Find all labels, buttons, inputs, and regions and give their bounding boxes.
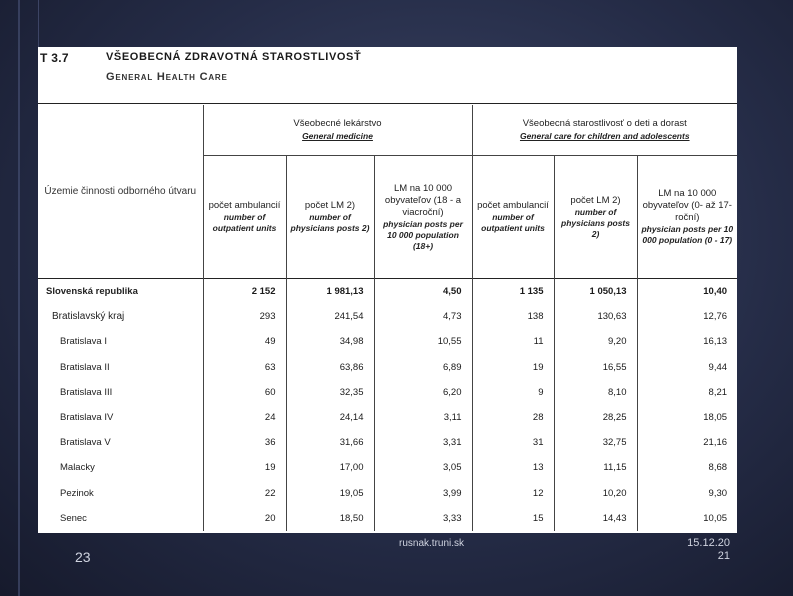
row-territory: Bratislavský kraj bbox=[52, 311, 125, 323]
cell-c1: 2 152 bbox=[203, 279, 286, 304]
cell-c1: 60 bbox=[203, 380, 286, 405]
table-row bbox=[38, 405, 737, 430]
cell-c4: 31 bbox=[472, 430, 554, 455]
footer-date-line1: 15.12.20 bbox=[687, 537, 730, 549]
cell-c1: 293 bbox=[203, 304, 286, 329]
group2-en: General care for children and adolescents bbox=[519, 131, 690, 141]
cell-c1: 49 bbox=[203, 329, 286, 354]
cell-c3: 3,99 bbox=[374, 481, 472, 506]
slide-decor-corner bbox=[20, 0, 39, 50]
cell-c2: 24,14 bbox=[286, 405, 374, 430]
cell-c2: 18,50 bbox=[286, 506, 374, 531]
cell-c6: 8,68 bbox=[637, 455, 737, 480]
cell-c2: 34,98 bbox=[286, 329, 374, 354]
cell-c2: 241,54 bbox=[286, 304, 374, 329]
cell-c3: 3,31 bbox=[374, 430, 472, 455]
table-header bbox=[38, 47, 737, 105]
cell-c2: 1 981,13 bbox=[286, 279, 374, 304]
cell-c4: 28 bbox=[472, 405, 554, 430]
table-row bbox=[38, 329, 737, 354]
cell-c5: 1 050,13 bbox=[554, 279, 637, 304]
cell-c4: 13 bbox=[472, 455, 554, 480]
cell-c6: 10,40 bbox=[637, 279, 737, 304]
cell-c6: 9,44 bbox=[637, 355, 737, 380]
table-row bbox=[38, 481, 737, 506]
table-row bbox=[38, 355, 737, 380]
row-territory: Senec bbox=[60, 512, 87, 524]
cell-c3: 10,55 bbox=[374, 329, 472, 354]
cell-c4: 1 135 bbox=[472, 279, 554, 304]
row-territory: Pezinok bbox=[60, 487, 94, 499]
cell-c2: 31,66 bbox=[286, 430, 374, 455]
col-header-2: počet LM 2) number of physicians posts 2) bbox=[286, 156, 374, 279]
group1-en: General medicine bbox=[302, 131, 373, 141]
cell-c6: 16,13 bbox=[637, 329, 737, 354]
cell-c5: 8,10 bbox=[554, 380, 637, 405]
slide-page-number: 23 bbox=[75, 549, 91, 565]
health-care-table bbox=[38, 105, 737, 531]
cell-c4: 11 bbox=[472, 329, 554, 354]
col-header-6: LM na 10 000 obyvateľov (0- až 17-roční) physician posts per 10 000 population (0 - 17) bbox=[637, 156, 737, 279]
cell-c1: 19 bbox=[203, 455, 286, 480]
col-header-1: počet ambulancií number of outpatient units bbox=[203, 156, 286, 279]
cell-c6: 12,76 bbox=[637, 304, 737, 329]
row-territory: Slovenská republika bbox=[46, 286, 138, 298]
cell-c1: 63 bbox=[203, 355, 286, 380]
cell-c4: 12 bbox=[472, 481, 554, 506]
footer-url: rusnak.truni.sk bbox=[399, 538, 465, 549]
table-row bbox=[38, 455, 737, 480]
col-header-4: počet ambulancií number of outpatient units bbox=[472, 156, 554, 279]
cell-c1: 36 bbox=[203, 430, 286, 455]
group-header-children-care bbox=[472, 105, 737, 156]
territory-header: Územie činnosti odborného útvaru bbox=[44, 185, 197, 197]
table-row bbox=[38, 279, 737, 304]
table-title-en: General Health Care bbox=[106, 71, 228, 83]
cell-c5: 14,43 bbox=[554, 506, 637, 531]
cell-c6: 21,16 bbox=[637, 430, 737, 455]
cell-c3: 6,20 bbox=[374, 380, 472, 405]
cell-c6: 18,05 bbox=[637, 405, 737, 430]
table-row bbox=[38, 380, 737, 405]
table-code: T 3.7 bbox=[40, 51, 69, 65]
cell-c3: 4,73 bbox=[374, 304, 472, 329]
col-header-5: počet LM 2) number of physicians posts 2) bbox=[554, 156, 637, 279]
cell-c3: 6,89 bbox=[374, 355, 472, 380]
table-body bbox=[38, 279, 737, 531]
cell-c4: 138 bbox=[472, 304, 554, 329]
cell-c5: 28,25 bbox=[554, 405, 637, 430]
cell-c3: 4,50 bbox=[374, 279, 472, 304]
cell-c4: 15 bbox=[472, 506, 554, 531]
table-title-sk: VŠEOBECNÁ ZDRAVOTNÁ STAROSTLIVOSŤ bbox=[106, 51, 362, 63]
cell-c2: 19,05 bbox=[286, 481, 374, 506]
row-territory: Bratislava IV bbox=[60, 412, 114, 424]
document-page bbox=[38, 47, 737, 533]
cell-c4: 19 bbox=[472, 355, 554, 380]
table-row bbox=[38, 304, 737, 329]
group-header-general-medicine bbox=[203, 105, 472, 156]
table-row bbox=[38, 430, 737, 455]
footer-date bbox=[640, 537, 730, 563]
row-territory: Bratislava II bbox=[60, 361, 110, 373]
cell-c1: 22 bbox=[203, 481, 286, 506]
cell-c5: 9,20 bbox=[554, 329, 637, 354]
cell-c1: 20 bbox=[203, 506, 286, 531]
table-row bbox=[38, 506, 737, 531]
footer-date-line2: 21 bbox=[717, 550, 730, 562]
row-territory: Bratislava I bbox=[60, 336, 107, 348]
cell-c1: 24 bbox=[203, 405, 286, 430]
cell-c2: 63,86 bbox=[286, 355, 374, 380]
cell-c4: 9 bbox=[472, 380, 554, 405]
col-header-3: LM na 10 000 obyvateľov (18 - a viacroční) physician posts per 10 000 population (18+) bbox=[374, 156, 472, 279]
cell-c5: 16,55 bbox=[554, 355, 637, 380]
group1-sk: Všeobecné lekárstvo bbox=[293, 118, 382, 129]
header-rule bbox=[38, 103, 737, 104]
cell-c5: 11,15 bbox=[554, 455, 637, 480]
cell-c3: 3,11 bbox=[374, 405, 472, 430]
cell-c5: 10,20 bbox=[554, 481, 637, 506]
cell-c6: 10,05 bbox=[637, 506, 737, 531]
cell-c3: 3,33 bbox=[374, 506, 472, 531]
cell-c5: 130,63 bbox=[554, 304, 637, 329]
cell-c6: 9,30 bbox=[637, 481, 737, 506]
cell-c2: 32,35 bbox=[286, 380, 374, 405]
slide-decor-line bbox=[18, 0, 20, 596]
cell-c2: 17,00 bbox=[286, 455, 374, 480]
row-territory: Bratislava V bbox=[60, 437, 111, 449]
cell-c5: 32,75 bbox=[554, 430, 637, 455]
cell-c6: 8,21 bbox=[637, 380, 737, 405]
group2-sk: Všeobecná starostlivosť o deti a dorast bbox=[522, 118, 687, 129]
row-territory: Malacky bbox=[60, 462, 95, 474]
row-territory: Bratislava III bbox=[60, 386, 113, 398]
cell-c3: 3,05 bbox=[374, 455, 472, 480]
